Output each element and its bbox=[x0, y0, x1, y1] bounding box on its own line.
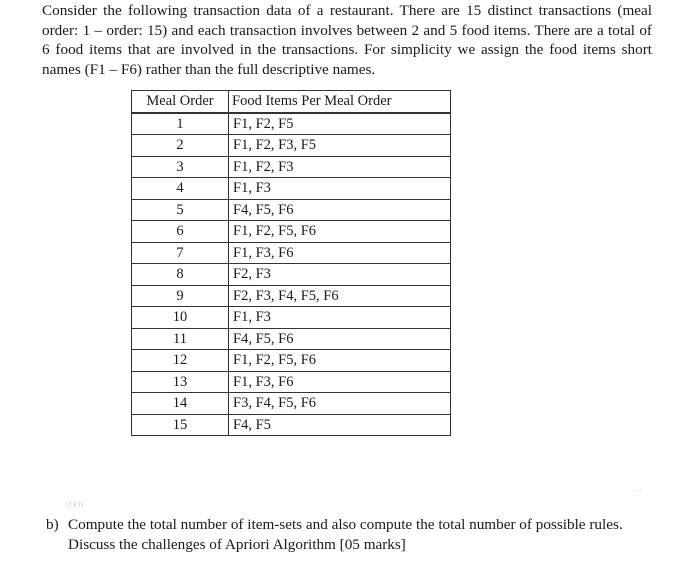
faint-scan-text: iten bbox=[66, 499, 85, 509]
question-number: b) bbox=[46, 516, 59, 533]
question-b bbox=[46, 515, 666, 555]
table-row bbox=[132, 113, 451, 135]
food-items-cell: F2, F3 bbox=[229, 264, 451, 286]
faint-scan-mark: ... bbox=[635, 484, 642, 493]
table-row bbox=[132, 156, 451, 178]
table-row bbox=[132, 135, 451, 157]
food-items-cell: F1, F3, F6 bbox=[229, 371, 451, 393]
table-row bbox=[132, 242, 451, 264]
table-row bbox=[132, 414, 451, 436]
table-row bbox=[132, 393, 451, 415]
food-items-cell: F1, F2, F5 bbox=[229, 113, 451, 135]
food-items-cell: F1, F2, F3 bbox=[229, 156, 451, 178]
food-items-cell: F3, F4, F5, F6 bbox=[229, 393, 451, 415]
table-row bbox=[132, 285, 451, 307]
meal-order-cell: 15 bbox=[132, 414, 229, 436]
meal-order-cell: 12 bbox=[132, 350, 229, 372]
food-items-cell: F1, F3 bbox=[229, 307, 451, 329]
table-body bbox=[132, 113, 451, 436]
food-items-cell: F1, F3 bbox=[229, 178, 451, 200]
food-items-cell: F1, F3, F6 bbox=[229, 242, 451, 264]
meal-order-cell: 11 bbox=[132, 328, 229, 350]
food-items-cell: F4, F5, F6 bbox=[229, 328, 451, 350]
meal-order-cell: 6 bbox=[132, 221, 229, 243]
table-row bbox=[132, 350, 451, 372]
question-line-1: Compute the total number of item-sets and also compute the total number of possible rules. bbox=[68, 516, 623, 533]
table-row bbox=[132, 199, 451, 221]
meal-order-cell: 9 bbox=[132, 285, 229, 307]
intro-paragraph: Consider the following transaction data of a restaurant. There are 15 distinct transactions (meal order: 1 – order: 15) and each transaction involves between 2 and 5 food items. There are a total of 6 food items that are involved in the transactions. For simplicity we assign the food items short names (F1 – F6) rather than the full descriptive names. bbox=[42, 2, 652, 78]
food-items-cell: F1, F2, F3, F5 bbox=[229, 135, 451, 157]
food-items-cell: F4, F5 bbox=[229, 414, 451, 436]
meal-order-cell: 10 bbox=[132, 307, 229, 329]
meal-order-cell: 5 bbox=[132, 199, 229, 221]
table-row bbox=[132, 328, 451, 350]
meal-order-cell: 4 bbox=[132, 178, 229, 200]
food-items-cell: F4, F5, F6 bbox=[229, 199, 451, 221]
table-header-row bbox=[132, 91, 451, 113]
meal-order-cell: 1 bbox=[132, 113, 229, 135]
header-meal-order: Meal Order bbox=[132, 91, 229, 113]
table-row bbox=[132, 178, 451, 200]
meal-order-cell: 2 bbox=[132, 135, 229, 157]
meal-order-cell: 3 bbox=[132, 156, 229, 178]
transaction-table bbox=[131, 90, 451, 436]
food-items-cell: F2, F3, F4, F5, F6 bbox=[229, 285, 451, 307]
table-row bbox=[132, 221, 451, 243]
table-row bbox=[132, 371, 451, 393]
table-row bbox=[132, 307, 451, 329]
food-items-cell: F1, F2, F5, F6 bbox=[229, 221, 451, 243]
food-items-cell: F1, F2, F5, F6 bbox=[229, 350, 451, 372]
meal-order-cell: 14 bbox=[132, 393, 229, 415]
question-line-2: Discuss the challenges of Apriori Algorithm [05 marks] bbox=[68, 536, 406, 553]
meal-order-cell: 8 bbox=[132, 264, 229, 286]
transaction-table-container bbox=[131, 90, 451, 436]
meal-order-cell: 7 bbox=[132, 242, 229, 264]
table-row bbox=[132, 264, 451, 286]
header-food-items: Food Items Per Meal Order bbox=[229, 91, 451, 113]
meal-order-cell: 13 bbox=[132, 371, 229, 393]
